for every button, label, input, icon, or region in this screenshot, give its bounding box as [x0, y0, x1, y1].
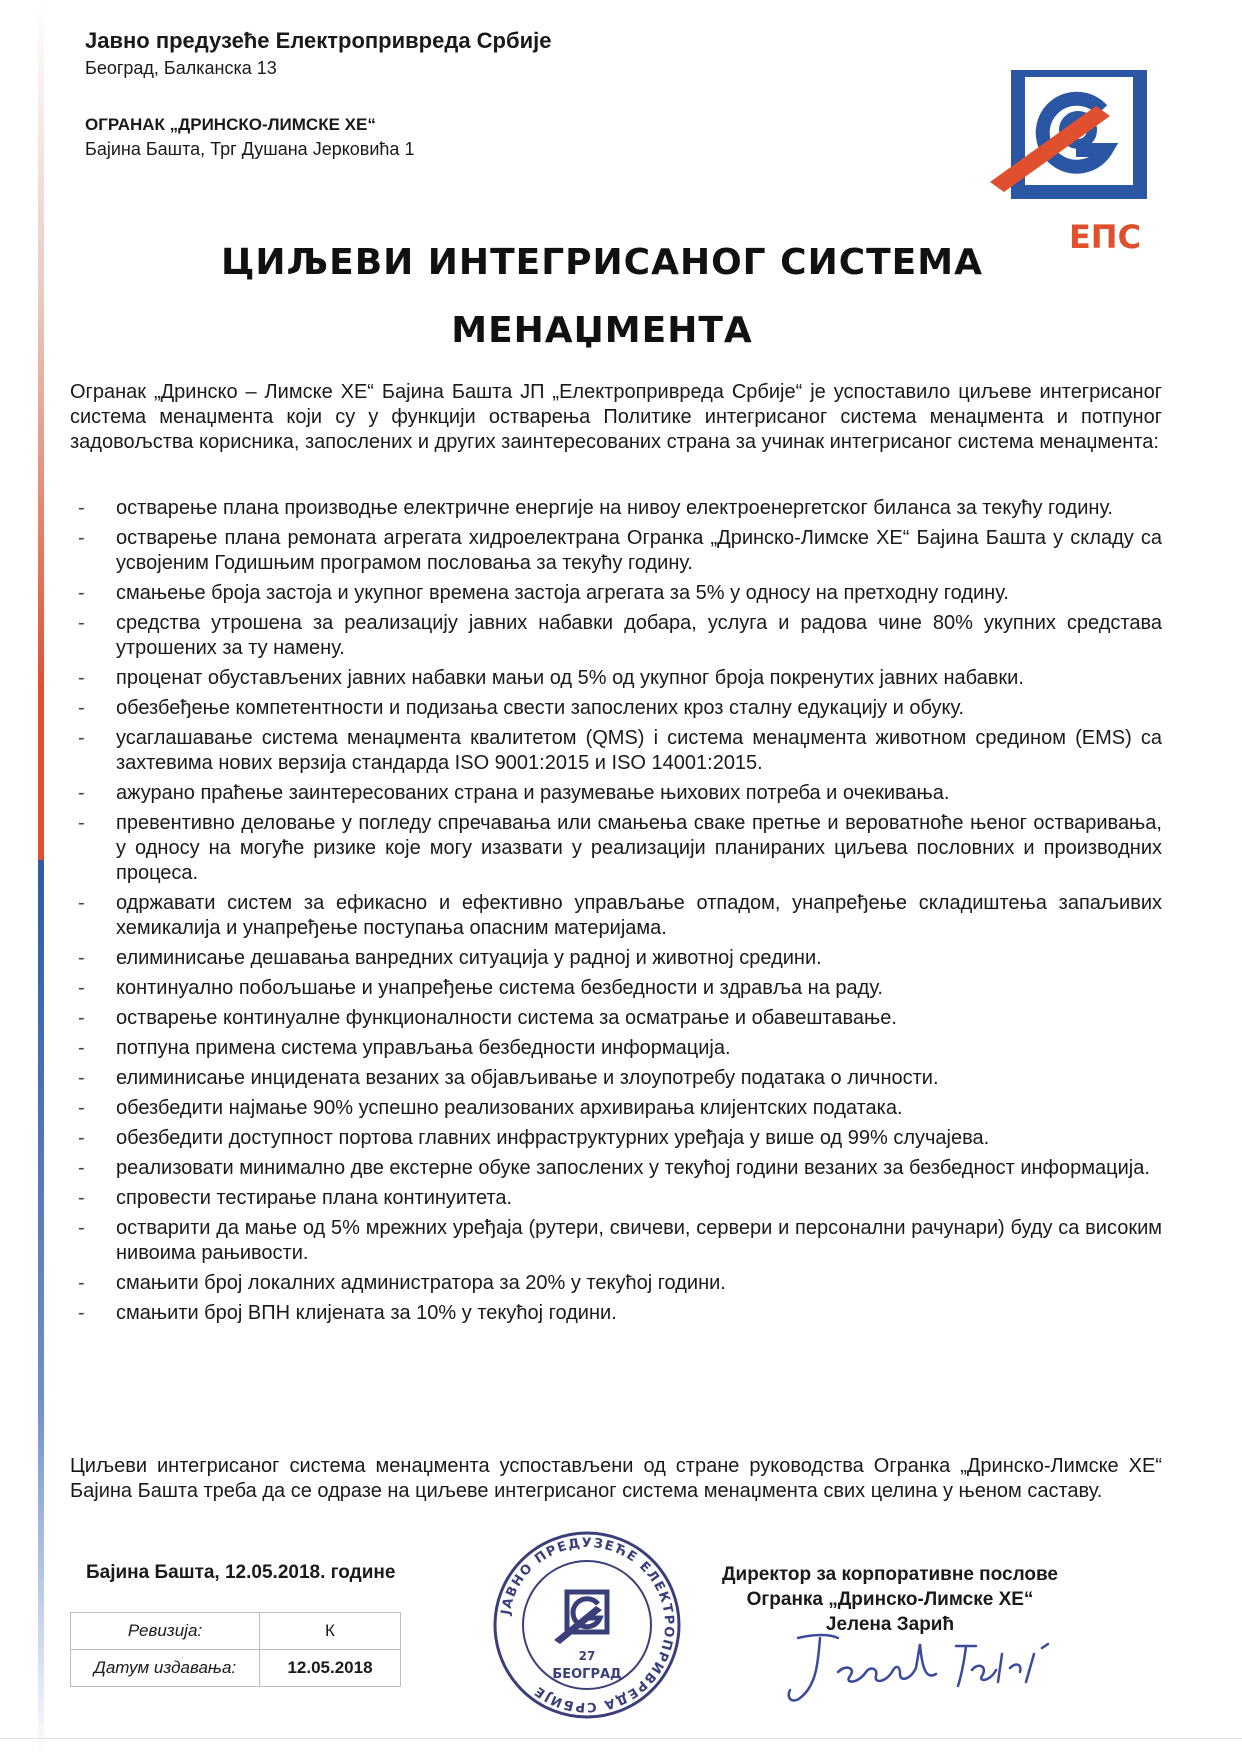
svg-text:27: 27 — [578, 1649, 596, 1663]
table-row — [71, 1650, 401, 1687]
organization-name: Јавно предузеће Електропривреда Србије — [85, 28, 552, 53]
revision-table — [70, 1612, 401, 1687]
list-item: - потпуна примена система управљања безбедности информација. — [78, 1037, 731, 1059]
director-title: Директор за корпоративне послове — [721, 1564, 1059, 1585]
svg-text:БЕОГРАД: БЕОГРАД — [552, 1667, 622, 1682]
list-item: - проценат обустављених јавних набавки мањи од 5% од укупног броја покренутих јавних набавки. — [78, 667, 1024, 689]
organization-address: Београд, Балканска 13 — [85, 58, 277, 78]
document-title-line-2: МЕНАЏМЕНТА — [451, 310, 753, 351]
list-item: - спровести тестирање плана континуитета. — [78, 1187, 513, 1209]
list-item: - смањити број локалних администратора за 20% у текућој години. — [78, 1272, 726, 1294]
list-item: - обезбедити доступност портова главних инфраструктурних уређаја у више од 99% случајева. — [78, 1127, 990, 1149]
page-bottom-line — [0, 1738, 1242, 1739]
closing-paragraph: Циљеви интегрисаног система менаџмента успостављени од стране руководства Огранка „Дринско-Лимске ХЕ“ Бајина Башта треба да се одразе на циљеве интегрисаног система менаџмента свих целина у њеном саставу. — [70, 1455, 1162, 1502]
official-stamp-icon — [472, 1530, 702, 1720]
list-item: - обезбеђење компетентности и подизања свести запослених кроз сталну едукацију и обуку. — [78, 697, 965, 719]
logo-text: ЕПС — [1068, 218, 1142, 256]
list-item: - остварење плана производње електричне енергије на нивоу електроенергетског биланса за текућу годину. — [78, 497, 1113, 519]
list-item: - реализовати минимално две екстерне обуке запослених у текућој години везаних за безбедност информација. — [78, 1157, 1150, 1179]
issue-date-label: Датум издавања: — [71, 1650, 260, 1687]
letterhead — [85, 28, 551, 160]
list-item: - обезбедити најмање 90% успешно реализованих архивирања клијентских података. — [78, 1097, 903, 1119]
director-branch: Огранка „Дринско-Лимске ХЕ“ — [746, 1589, 1034, 1610]
director-name: Јелена Зарић — [825, 1614, 955, 1635]
list-item: - превентивно деловање у погледу спречавања или смањења сваке претње и вероватноће њеног остваривања, у односу на могуће ризике које могу изазвати у реализацији планираних циљева пословних и производних процеса. — [78, 812, 1162, 884]
list-item: - ажурано праћење заинтересованих страна и разумевање њихових потреба и очекивања. — [78, 782, 950, 804]
list-item: - усаглашавање система менаџмента квалитетом (QMS) i система менаџмента животном средином (EMS) са захтевима нових верзија стандарда ISO 9001:2015 и ISO 14001:2015. — [78, 727, 1162, 774]
handwritten-signature — [780, 1624, 1060, 1714]
list-item: - континуално побољшање и унапређење система безбедности и здравља на раду. — [78, 977, 883, 999]
list-item: - остварење континуалне функционалности система за осматрање и обавештавање. — [78, 1007, 897, 1029]
svg-text:ЈАВНО ПРЕДУЗЕЋЕ ЕЛЕКТРОПРИВРЕД: ЈАВНО ПРЕДУЗЕЋЕ ЕЛЕКТРОПРИВРЕДА СРБИЈЕ — [498, 1535, 677, 1715]
color-strip-blue — [38, 860, 44, 1756]
place-and-date: Бајина Башта, 12.05.2018. године — [86, 1562, 396, 1583]
list-item: - елиминисање дешавања ванредних ситуација у радној и животној средини. — [78, 947, 822, 969]
branch-address: Бајина Башта, Трг Душана Јерковића 1 — [85, 139, 415, 159]
list-item: - елиминисање инцидената везаних за објављивање и злоупотребу података о личности. — [78, 1067, 939, 1089]
table-row — [71, 1613, 401, 1650]
goals-list — [70, 496, 1162, 1331]
color-strip-red — [38, 0, 44, 860]
revision-label: Ревизија: — [71, 1613, 260, 1650]
document-title-line-1: ЦИЉЕВИ ИНТЕГРИСАНОГ СИСТЕМА — [221, 242, 983, 283]
list-item: - одржавати систем за ефикасно и ефективно управљање отпадом, унапређење складиштења запаљивих хемикалија и унапређење поступања опасним материјама. — [78, 892, 1162, 939]
list-item: - остварење плана ремоната агрегата хидроелектрана Огранка „Дринско-Лимске ХЕ“ Бајина Башта у складу са усвојеним Годишњим програмом пословања за текућу годину. — [78, 527, 1162, 574]
branch-name: ОГРАНАК „ДРИНСКО-ЛИМСКЕ ХЕ“ — [85, 115, 376, 134]
intro-paragraph: Огранак „Дринско – Лимске ХЕ“ Бајина Башта ЈП „Електропривреда Србије“ је успоставило циљеве интегрисаног система менаџмента који су у функцији остварења Политике интегрисаног система менаџмента и потпуног задовољства корисника, запослених и других заинтересованих страна за учинак интегрисаног система менаџмента: — [70, 381, 1162, 453]
list-item: - остварити да мање од 5% мрежних уређаја (рутери, свичеви, сервери и персонални рачунари) буду са високим нивоима рањивости. — [78, 1217, 1162, 1264]
list-item: - смањити број ВПН клијената за 10% у текућој години. — [78, 1302, 617, 1324]
revision-value: К — [260, 1613, 401, 1650]
issue-date-value: 12.05.2018 — [260, 1650, 401, 1687]
list-item: - смањење броја застоја и укупног времена застоја агрегата за 5% у односу на претходну годину. — [78, 582, 1009, 604]
eps-logo — [990, 70, 1150, 260]
list-item: - средства утрошена за реализацију јавних набавки добара, услуга и радова чине 80% укупних средстава утрошених за ту намену. — [78, 612, 1162, 659]
